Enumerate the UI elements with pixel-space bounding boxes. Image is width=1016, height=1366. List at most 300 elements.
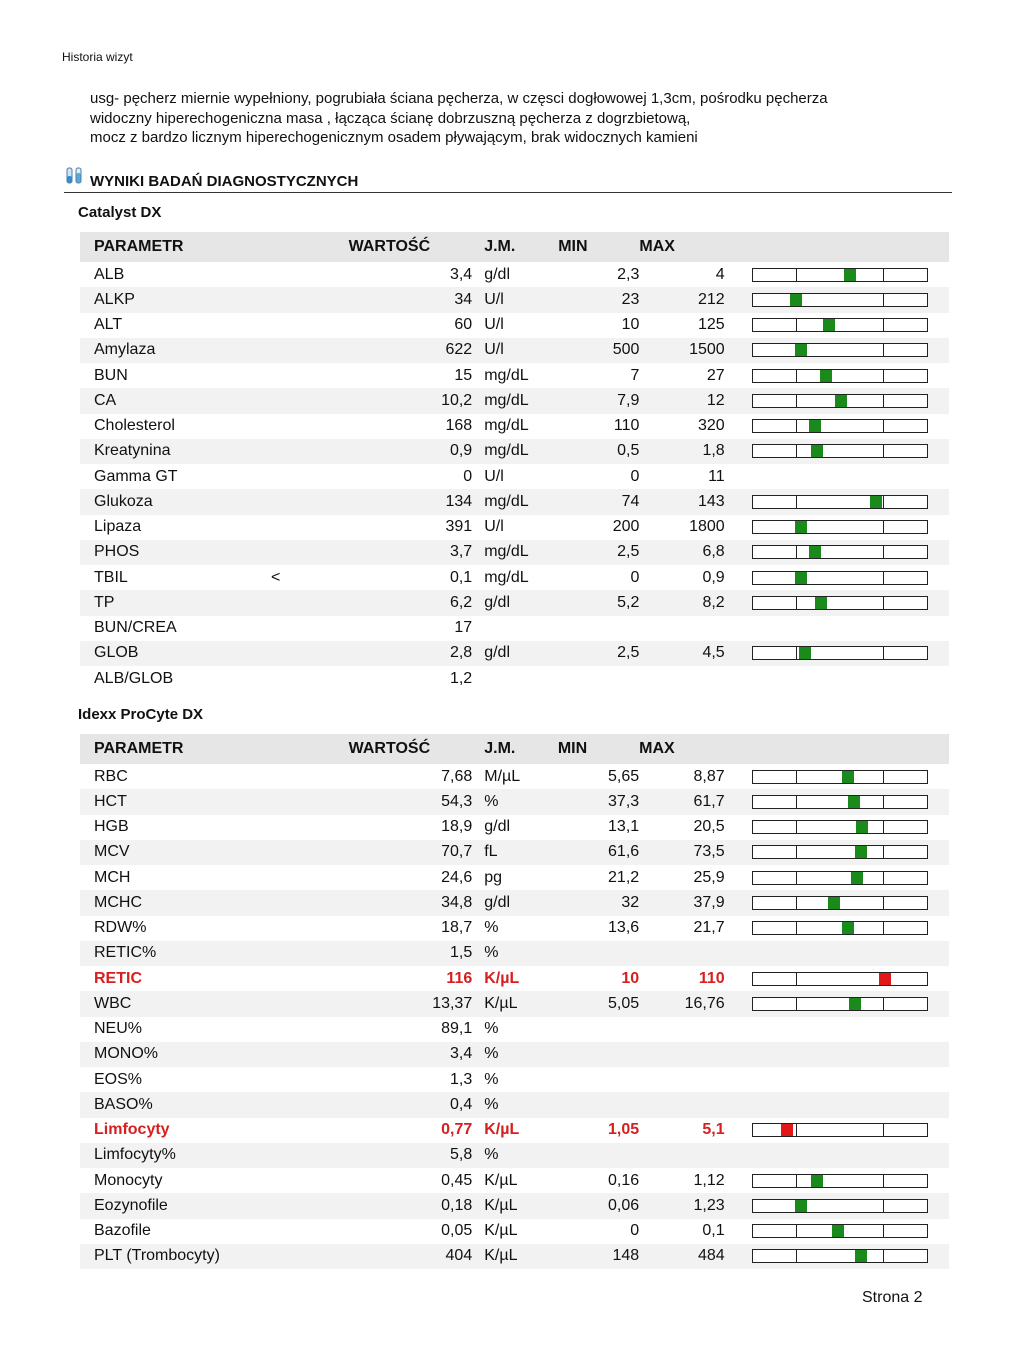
param-flag: [271, 489, 349, 514]
range-tick: [796, 998, 797, 1010]
param-unit: M/µL: [484, 767, 521, 785]
range-cell: [725, 789, 949, 814]
range-cell: [725, 616, 949, 641]
range-marker: [781, 1124, 793, 1136]
param-name: Eozynofile: [80, 1193, 271, 1218]
param-value: 116: [446, 969, 473, 987]
range-marker: [790, 294, 802, 306]
table-row: [80, 590, 949, 615]
range-bar: [752, 896, 928, 910]
param-name: Amylaza: [80, 338, 271, 363]
range-tick: [796, 1124, 797, 1136]
range-tick: [796, 1175, 797, 1187]
param-value: 34,8: [349, 890, 485, 915]
param-max: 8,2: [639, 590, 724, 615]
range-tick: [796, 546, 797, 558]
range-bar: [752, 419, 928, 433]
param-value: 0,1: [449, 568, 473, 586]
param-unit: g/dl: [484, 590, 558, 615]
param-name: Lipaza: [94, 518, 142, 536]
range-cell: [725, 540, 949, 565]
param-unit: mg/dL: [484, 417, 529, 435]
range-bar: [752, 394, 928, 408]
range-cell: [725, 464, 949, 489]
param-min: 74: [558, 489, 639, 514]
range-cell: [725, 363, 949, 388]
range-marker: [879, 973, 891, 985]
range-bar: [752, 318, 928, 332]
param-max: 16,76: [639, 991, 724, 1016]
results-table: [80, 232, 949, 691]
param-max: 21,7: [693, 919, 725, 937]
range-cell: [725, 1168, 949, 1193]
range-tick: [883, 420, 884, 432]
param-value: 134: [349, 489, 485, 514]
param-min: [558, 1042, 639, 1067]
column-header-max: MAX: [639, 232, 724, 262]
range-tick: [796, 872, 797, 884]
param-name: ALB/GLOB: [94, 669, 174, 687]
param-value: 1,3: [449, 1070, 473, 1088]
table-row: [80, 262, 949, 287]
param-min: 2,5: [558, 641, 639, 666]
param-max: [639, 941, 724, 966]
param-min: 5,2: [558, 590, 639, 615]
param-min: 500: [558, 338, 639, 363]
param-min: 0,16: [608, 1171, 640, 1189]
range-marker: [855, 1250, 867, 1262]
results-table: [80, 734, 949, 1269]
param-max: 143: [639, 489, 724, 514]
range-cell: [725, 764, 949, 789]
param-unit: U/l: [484, 338, 558, 363]
range-bar: [752, 343, 928, 357]
test-tubes-icon: [64, 167, 86, 185]
param-value: 18,7: [441, 919, 473, 937]
param-min: 148: [558, 1244, 639, 1269]
param-flag: [271, 1143, 348, 1168]
table-row: [80, 1042, 949, 1067]
param-flag: [271, 666, 349, 691]
param-flag: [271, 515, 349, 540]
param-min: [558, 1092, 639, 1117]
param-unit: %: [484, 1042, 558, 1067]
table-row: [80, 439, 949, 464]
range-tick: [883, 546, 884, 558]
param-max: 1,23: [639, 1193, 724, 1218]
table-row: [80, 966, 949, 991]
table-row: [80, 666, 949, 691]
param-name: ALT: [94, 316, 123, 334]
table-row: [80, 388, 949, 413]
param-max: 4,5: [639, 641, 724, 666]
range-tick: [883, 395, 884, 407]
param-flag: [271, 287, 349, 312]
range-cell: [725, 1042, 949, 1067]
param-unit: [484, 616, 558, 641]
param-unit: %: [484, 1143, 558, 1168]
range-bar: [752, 820, 928, 834]
table-row: [80, 764, 949, 789]
table-row: [80, 1092, 949, 1117]
range-cell: [725, 815, 949, 840]
param-max: 320: [698, 417, 725, 435]
range-bar: [752, 921, 928, 935]
range-bar: [752, 1249, 928, 1263]
param-flag: [271, 641, 349, 666]
range-cell: [725, 666, 949, 691]
param-min: 7,9: [558, 388, 639, 413]
param-unit: g/dl: [484, 641, 558, 666]
range-cell: [725, 890, 949, 915]
range-bar: [752, 972, 928, 986]
range-tick: [796, 269, 797, 281]
param-name: Limfocyty%: [80, 1143, 271, 1168]
param-unit: %: [484, 919, 499, 937]
param-flag: [271, 941, 348, 966]
range-marker: [799, 647, 811, 659]
param-min: [558, 1067, 639, 1092]
range-cell: [725, 941, 949, 966]
param-min: 5,05: [558, 991, 639, 1016]
param-unit: K/µL: [484, 1171, 518, 1189]
range-cell: [725, 1143, 949, 1168]
param-name: Limfocyty: [94, 1121, 170, 1139]
param-min: 10: [621, 316, 640, 334]
param-value: 13,37: [349, 991, 485, 1016]
param-max: [639, 1143, 724, 1168]
param-flag: [271, 1219, 348, 1244]
param-flag: [271, 840, 348, 865]
column-header-unit: J.M.: [484, 232, 558, 262]
range-marker: [795, 344, 807, 356]
param-value: 0,45: [441, 1171, 473, 1189]
param-value: 10,2: [349, 388, 485, 413]
range-cell: [725, 338, 949, 363]
table-row: [80, 287, 949, 312]
param-value: 0,18: [349, 1193, 485, 1218]
param-value: 3,4: [349, 1042, 485, 1067]
range-tick: [796, 445, 797, 457]
param-value: 0,05: [441, 1222, 473, 1240]
range-tick: [883, 1124, 884, 1136]
range-bar: [752, 596, 928, 610]
table-row: [80, 815, 949, 840]
param-flag: [271, 1193, 348, 1218]
param-max: [639, 1042, 724, 1067]
param-unit: pg: [484, 868, 503, 886]
range-tick: [883, 1200, 884, 1212]
range-marker: [795, 521, 807, 533]
param-name: RETIC: [94, 969, 142, 987]
range-tick: [883, 319, 884, 331]
param-flag: [271, 789, 348, 814]
param-name: HCT: [80, 789, 271, 814]
param-value: 18,9: [441, 818, 473, 836]
column-header-value: WARTOŚĆ: [349, 734, 485, 764]
range-marker: [809, 420, 821, 432]
range-tick: [883, 796, 884, 808]
range-tick: [796, 1225, 797, 1237]
param-max: 5,1: [702, 1121, 725, 1139]
param-name: ALB: [94, 265, 125, 283]
table-row: [80, 1067, 949, 1092]
param-min: 32: [558, 890, 639, 915]
param-value: 0,77: [441, 1121, 473, 1139]
param-max: 27: [706, 366, 725, 384]
param-value: 168: [445, 417, 473, 435]
column-header-param: PARAMETR: [80, 232, 271, 262]
range-marker: [815, 597, 827, 609]
param-max: 4: [715, 265, 725, 283]
range-marker: [795, 1200, 807, 1212]
param-name: Cholesterol: [94, 417, 175, 435]
param-max: [639, 1017, 724, 1042]
range-tick: [796, 319, 797, 331]
param-max: 1,8: [639, 439, 724, 464]
column-header-blank: [725, 232, 949, 262]
param-value: 5,8: [349, 1143, 485, 1168]
param-value: 391: [445, 518, 473, 536]
param-flag: [271, 1118, 348, 1143]
range-cell: [725, 515, 949, 540]
table-row: [80, 865, 949, 890]
table-row: [80, 464, 949, 489]
range-cell: [725, 414, 949, 439]
range-bar: [752, 1199, 928, 1213]
param-value: 404: [349, 1244, 485, 1269]
param-value: 89,1: [441, 1020, 473, 1038]
range-marker: [856, 821, 868, 833]
table-row: [80, 991, 949, 1016]
param-max: [639, 1067, 724, 1092]
param-value: 0: [463, 467, 473, 485]
table-row: [80, 616, 949, 641]
table-row: [80, 313, 949, 338]
param-flag: [271, 1244, 348, 1269]
visit-note: [90, 89, 950, 148]
param-flag: [271, 414, 349, 439]
param-name: EOS%: [94, 1070, 143, 1088]
param-unit: %: [484, 941, 558, 966]
range-bar: [752, 795, 928, 809]
param-flag: [271, 890, 348, 915]
table-row: [80, 1168, 949, 1193]
param-unit: mg/dL: [484, 568, 529, 586]
param-name: PLT (Trombocyty): [80, 1244, 271, 1269]
param-flag: [271, 1067, 348, 1092]
range-cell: [725, 916, 949, 941]
table-row: [80, 338, 949, 363]
param-flag: [271, 262, 349, 287]
param-name: BUN/CREA: [94, 619, 177, 637]
range-marker: [820, 370, 832, 382]
param-unit: g/dl: [484, 818, 511, 836]
range-bar: [752, 871, 928, 885]
range-tick: [883, 821, 884, 833]
param-name: CA: [80, 388, 271, 413]
param-flag: [271, 815, 348, 840]
range-tick: [883, 496, 884, 508]
param-flag: [271, 338, 349, 363]
param-name: HGB: [94, 818, 129, 836]
param-max: 11: [708, 467, 725, 485]
param-unit: g/dl: [484, 890, 558, 915]
column-header-min: MIN: [558, 734, 639, 764]
range-tick: [883, 872, 884, 884]
param-value: 622: [349, 338, 485, 363]
param-min: 10: [621, 969, 640, 987]
range-bar: [752, 571, 928, 585]
param-flag: [271, 1017, 348, 1042]
param-unit: K/µL: [484, 991, 558, 1016]
param-unit: K/µL: [484, 1244, 558, 1269]
param-min: 2,5: [558, 540, 639, 565]
param-value: 0,4: [349, 1092, 485, 1117]
param-unit: K/µL: [484, 969, 520, 987]
table-row: [80, 641, 949, 666]
range-cell: [725, 1067, 949, 1092]
table-row: [80, 1017, 949, 1042]
param-flag: [271, 1092, 348, 1117]
table-row: [80, 1219, 949, 1244]
table-row: [80, 363, 949, 388]
param-min: 7: [630, 366, 640, 384]
range-cell: [725, 1219, 949, 1244]
param-max: [639, 616, 724, 641]
range-marker: [795, 572, 807, 584]
param-max: 20,5: [693, 818, 725, 836]
table-row: [80, 515, 949, 540]
param-name: BUN: [94, 366, 128, 384]
param-min: 13,1: [608, 818, 640, 836]
param-flag: [271, 388, 349, 413]
range-bar: [752, 646, 928, 660]
param-max: 61,7: [639, 789, 724, 814]
section-title: [64, 166, 952, 193]
range-tick: [883, 1250, 884, 1262]
param-unit: g/dl: [484, 265, 510, 283]
range-cell: [725, 1017, 949, 1042]
param-flag: [271, 313, 349, 338]
param-min: [558, 1143, 639, 1168]
param-min: 37,3: [558, 789, 639, 814]
column-header-blank: [725, 734, 949, 764]
table-row: [80, 414, 949, 439]
param-unit: K/µL: [484, 1222, 518, 1240]
param-flag: [271, 916, 348, 941]
range-tick: [883, 445, 884, 457]
param-flag: [271, 991, 348, 1016]
range-marker: [809, 546, 821, 558]
group-title: Idexx ProCyte DX: [78, 706, 204, 723]
param-max: [639, 666, 724, 691]
param-max: 110: [698, 969, 725, 987]
param-value: 60: [454, 316, 473, 334]
range-marker: [811, 1175, 823, 1187]
range-cell: [725, 590, 949, 615]
table-row: [80, 941, 949, 966]
param-unit: U/l: [484, 518, 504, 536]
param-min: 0: [630, 467, 640, 485]
range-tick: [796, 796, 797, 808]
range-cell: [725, 287, 949, 312]
table-header-row: [80, 734, 949, 764]
param-name: Kreatynina: [80, 439, 271, 464]
range-bar: [752, 444, 928, 458]
param-value: 70,7: [349, 840, 485, 865]
table-row: [80, 1143, 949, 1168]
range-marker: [828, 897, 840, 909]
param-value: 2,8: [349, 641, 485, 666]
param-name: RDW%: [94, 919, 147, 937]
param-flag: [271, 865, 348, 890]
table-header-row: [80, 232, 949, 262]
param-value: 54,3: [349, 789, 485, 814]
table-row: [80, 916, 949, 941]
param-name: TP: [80, 590, 271, 615]
param-max: 484: [639, 1244, 724, 1269]
param-name: Gamma GT: [94, 467, 178, 485]
range-tick: [796, 771, 797, 783]
range-tick: [796, 821, 797, 833]
param-max: 212: [639, 287, 724, 312]
param-max: 125: [698, 316, 725, 334]
range-tick: [883, 370, 884, 382]
param-max: 1500: [639, 338, 724, 363]
param-unit: mg/dL: [484, 540, 558, 565]
param-unit: %: [484, 1092, 558, 1117]
range-marker: [844, 269, 856, 281]
table-row: [80, 890, 949, 915]
param-unit: mg/dL: [484, 489, 558, 514]
param-name: RBC: [94, 767, 128, 785]
param-min: [558, 1017, 639, 1042]
param-value: 3,7: [349, 540, 485, 565]
range-cell: [725, 313, 949, 338]
table-row: [80, 489, 949, 514]
param-flag: [271, 764, 348, 789]
range-cell: [725, 565, 949, 590]
param-name: WBC: [80, 991, 271, 1016]
range-marker: [855, 846, 867, 858]
param-flag: [271, 464, 349, 489]
range-tick: [883, 1175, 884, 1187]
column-header-value: WARTOŚĆ: [349, 232, 485, 262]
table-row: [80, 565, 949, 590]
param-value: 3,4: [449, 265, 473, 283]
range-marker: [823, 319, 835, 331]
param-name: Glukoza: [80, 489, 271, 514]
param-name: BASO%: [80, 1092, 271, 1117]
range-cell: [725, 489, 949, 514]
range-marker: [849, 998, 861, 1010]
param-min: 0,06: [558, 1193, 639, 1218]
param-flag: [271, 439, 349, 464]
param-max: 12: [639, 388, 724, 413]
range-bar: [752, 1174, 928, 1188]
range-cell: [725, 439, 949, 464]
table-row: [80, 540, 949, 565]
param-name: PHOS: [80, 540, 271, 565]
range-tick: [796, 370, 797, 382]
range-marker: [842, 771, 854, 783]
table-row: [80, 1118, 949, 1143]
param-max: 8,87: [693, 767, 725, 785]
param-flag: [271, 1168, 348, 1193]
range-marker: [848, 796, 860, 808]
param-unit: mg/dL: [484, 366, 529, 384]
